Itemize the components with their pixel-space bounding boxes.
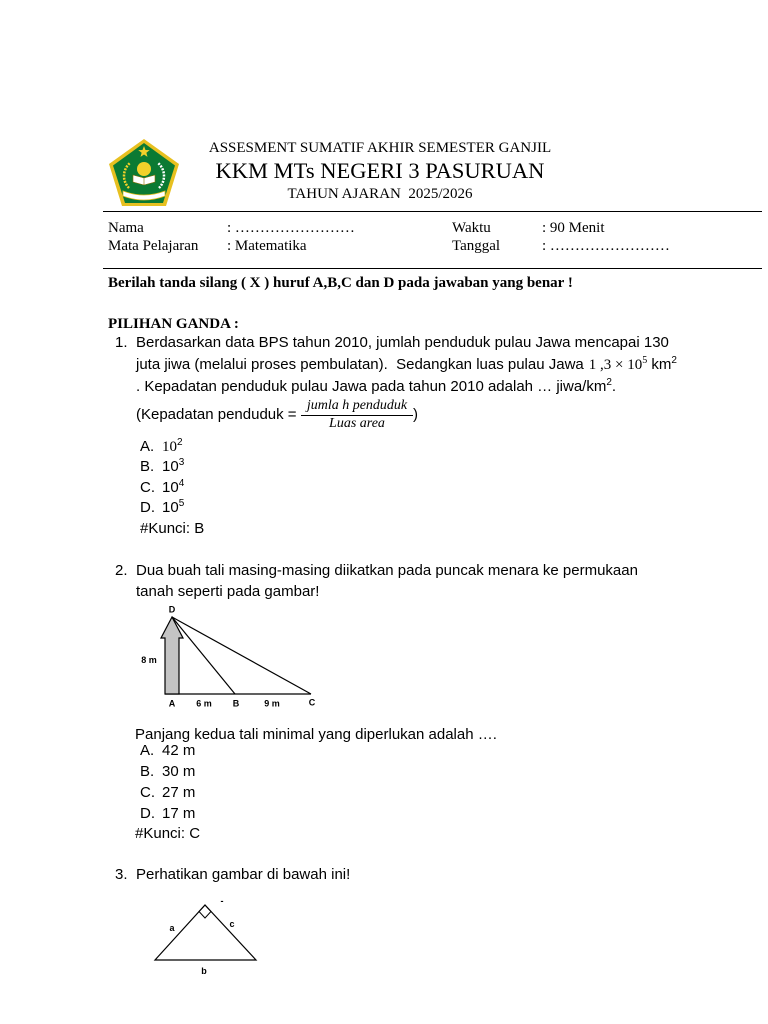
academic-year: TAHUN AJARAN 2025/2026 [287, 186, 473, 202]
option-letter: A. [140, 742, 155, 759]
option-exponent: 5 [178, 498, 185, 509]
area-unit-exponent: 2 [671, 355, 677, 366]
option-value: 30 m [162, 763, 196, 780]
question-number: 2. [115, 562, 128, 579]
question-3-line-1: Perhatikan gambar di bawah ini! [136, 866, 351, 883]
option-value: 42 m [162, 742, 196, 759]
density-fraction [301, 397, 413, 432]
question-number: 3. [115, 866, 128, 883]
option-letter: B. [140, 458, 155, 475]
subject-value: : Matematika [227, 238, 307, 254]
label-c: C [308, 697, 316, 708]
answer-option[interactable] [140, 499, 184, 517]
right-triangle-diagram [145, 893, 270, 978]
answer-option[interactable] [140, 479, 184, 497]
date-label: Tanggal [452, 238, 501, 254]
kemenag-logo [108, 138, 180, 208]
question-2-prompt: Panjang kedua tali minimal yang diperlukan adalah …. [135, 726, 497, 743]
school-name: KKM MTs NEGERI 3 PASURUAN [215, 158, 545, 183]
answer-key: #Kunci: C [135, 825, 201, 842]
label-bc-distance: 9 m [264, 698, 280, 709]
section-title: PILIHAN GANDA : [108, 316, 239, 332]
date-field: : …………………… [542, 238, 670, 254]
rope-d-to-b [172, 617, 235, 694]
label-side-b: b [201, 966, 207, 976]
area-exponent: 5 [642, 355, 648, 366]
option-value: 27 m [162, 784, 196, 801]
label-side-c: c [229, 919, 235, 929]
formula-suffix: ) [413, 406, 418, 423]
instruction: Berilah tanda silang ( X ) huruf A,B,C dan D pada jawaban yang benar ! [108, 275, 573, 291]
question-1-line-2-text: juta jiwa (melalui proses pembulatan). Sedangkan luas pulau Jawa [136, 356, 584, 373]
info-divider [103, 268, 762, 269]
header-divider [103, 211, 762, 212]
logo-globe-icon [137, 162, 151, 176]
option-letter: D. [140, 805, 155, 822]
question-1-line-1: Berdasarkan data BPS tahun 2010, jumlah penduduk pulau Jawa mencapai 130 [136, 334, 669, 351]
exam-title: ASSESMENT SUMATIF AKHIR SEMESTER GANJIL [208, 140, 552, 156]
density-unit-exponent: 2 [606, 377, 612, 388]
label-mark: - [220, 896, 224, 906]
answer-option[interactable] [140, 742, 195, 760]
option-base: 10 [162, 479, 179, 496]
label-d: D [168, 604, 176, 615]
area-value [589, 357, 647, 373]
option-base: 10 [162, 458, 179, 475]
answer-key: #Kunci: B [140, 520, 205, 537]
question-2-line-2: tanah seperti pada gambar! [136, 583, 320, 600]
label-b: B [232, 698, 240, 709]
option-exponent: 2 [177, 437, 183, 448]
option-letter: B. [140, 763, 155, 780]
answer-option[interactable] [140, 438, 183, 456]
answer-option[interactable] [140, 784, 195, 802]
label-ab-distance: 6 m [196, 698, 212, 709]
time-label: Waktu [452, 220, 491, 236]
question-1-line-2 [136, 356, 677, 374]
tower-rope-diagram [130, 600, 330, 712]
question-1-line-3-text: . Kepadatan penduduk pulau Jawa pada tahun 2010 adalah … jiwa/km [136, 378, 607, 395]
question-1-line-3 [136, 378, 616, 396]
option-exponent: 3 [178, 457, 185, 468]
question-2-line-1: Dua buah tali masing-masing diikatkan pada puncak menara ke permukaan [136, 562, 638, 579]
answer-option[interactable] [140, 805, 195, 823]
answer-option[interactable] [140, 458, 184, 476]
tower-arrow [161, 617, 183, 694]
option-letter: D. [140, 499, 155, 516]
formula-prefix: (Kepadatan penduduk = [136, 406, 301, 423]
option-letter: C. [140, 479, 155, 496]
label-a: A [168, 698, 176, 709]
option-letter: A. [140, 438, 155, 455]
option-exponent: 4 [178, 478, 185, 489]
fraction-denominator: Luas area [329, 416, 385, 431]
option-letter: C. [140, 784, 155, 801]
option-base: 10 [162, 439, 177, 455]
rope-d-to-c [172, 617, 311, 694]
name-field: : …………………… [227, 220, 355, 236]
fraction-numerator: jumla h penduduk [301, 397, 413, 416]
option-value: 17 m [162, 805, 196, 822]
time-value: : 90 Menit [542, 220, 605, 236]
name-label: Nama [108, 220, 144, 236]
label-tower-height: 8 m [141, 655, 157, 665]
area-base: 1 ,3 × 10 [588, 357, 643, 373]
question-1-line-3-end: . [611, 378, 617, 395]
right-angle-marker [199, 905, 211, 918]
subject-label: Mata Pelajaran [108, 238, 199, 254]
option-base: 10 [162, 499, 179, 516]
area-unit: km [647, 356, 672, 373]
label-side-a: a [169, 923, 175, 933]
answer-option[interactable] [140, 763, 195, 781]
question-number: 1. [115, 334, 128, 351]
